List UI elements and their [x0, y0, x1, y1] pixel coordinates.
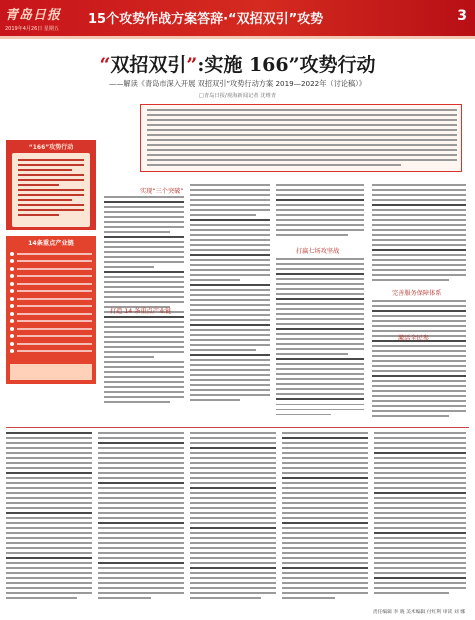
lower-column-2 — [98, 432, 184, 604]
article-column-4 — [372, 300, 466, 422]
headline-quote-close: ” — [186, 54, 198, 76]
chain-illustration — [10, 364, 92, 380]
article-column-4-top — [372, 184, 466, 284]
article-column-2 — [190, 184, 270, 422]
headline — [0, 50, 475, 77]
section-head-three-breakthroughs: 实现“三个突破” — [140, 188, 184, 195]
article-column-3-top — [276, 184, 364, 240]
editors-credit: 责任编辑 李 晓 美术编辑 付红利 审读 刘 娜 — [372, 610, 465, 615]
intro-text — [147, 109, 457, 169]
sidebar-box-chains-title: 14条重点产业链 — [28, 240, 74, 247]
sidebar-box-industry-chains — [6, 236, 96, 384]
headline-quote-open: “ — [99, 54, 111, 76]
sidebar-box-166 — [6, 140, 96, 230]
sidebar-box-166-title: “166”攻势行动 — [28, 144, 74, 151]
sidebar-box-166-body — [12, 153, 90, 227]
headline-rest: :实施 166”攻势行动 — [197, 54, 376, 76]
section-head-14-chains: 打造 14 条重点产业链 — [110, 308, 172, 315]
lower-column-1 — [6, 432, 92, 604]
intro-box — [140, 104, 462, 172]
lower-column-4 — [282, 432, 368, 604]
section-head-seven-battles: 打赢七场攻坚战 — [296, 248, 340, 255]
page-number: 3 — [457, 8, 467, 24]
section-head-service: 完善服务保障体系 — [392, 290, 442, 297]
section-separator — [6, 427, 469, 428]
header-stripe — [0, 36, 475, 39]
page-header — [0, 0, 475, 36]
byline: □青岛日报/观海新闻记者 沈维青 — [198, 93, 277, 99]
lower-column-3 — [190, 432, 276, 604]
section-title: 15个攻势作战方案答辞·“双招双引”攻势 — [88, 12, 324, 27]
article-column-3 — [276, 258, 364, 422]
issue-date: 2019年4月26日 星期五 — [5, 26, 59, 32]
lower-column-5 — [374, 432, 466, 604]
section-head-mobilize: 激活全民参 — [398, 335, 429, 342]
newspaper-logo: 青岛日报 — [5, 8, 62, 23]
headline-main: 双招双引 — [110, 54, 187, 76]
chain-list — [10, 250, 92, 360]
headline-subtitle: ——解读《青岛市深入开展 双招双引”攻势行动方案 2019—2022年（讨论稿）》 — [109, 79, 366, 88]
